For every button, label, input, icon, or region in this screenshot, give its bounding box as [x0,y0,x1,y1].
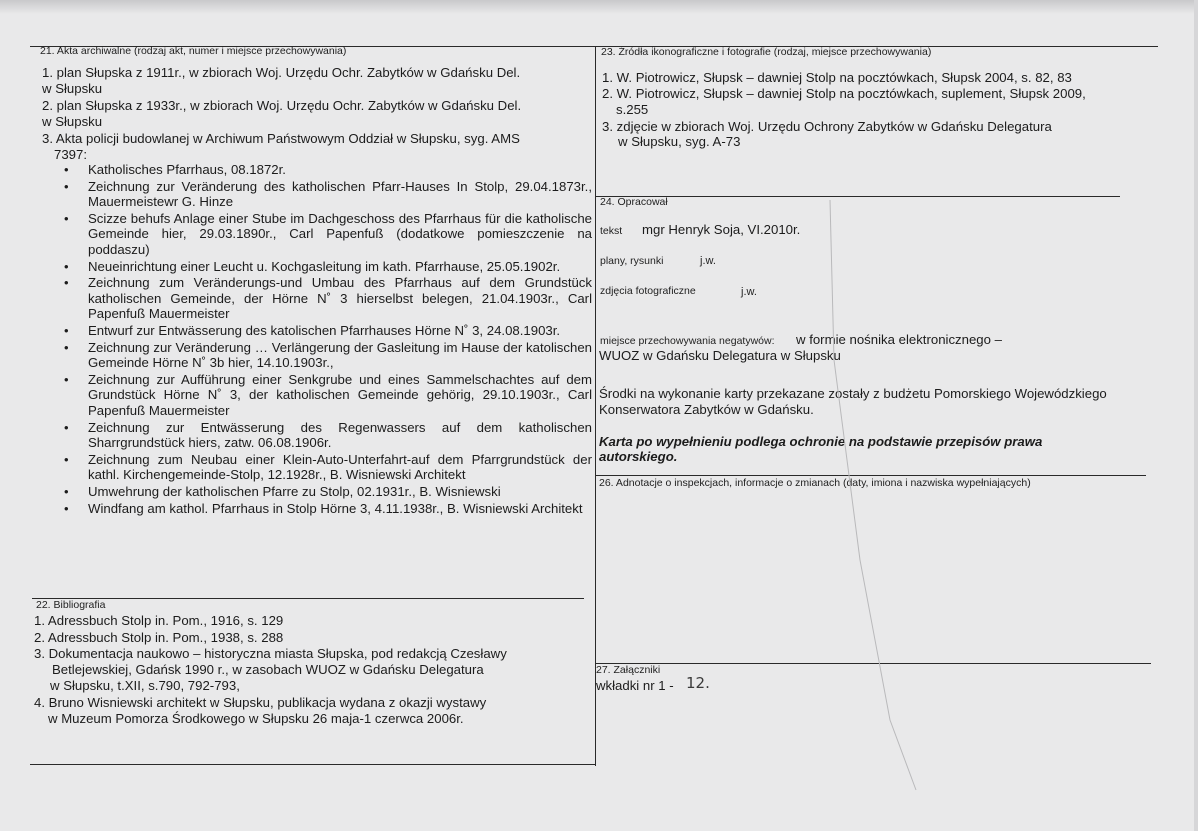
iconography-line: s.255 [616,102,649,117]
list-item: • Windfang am kathol. Pfarrhaus in Stolp Hörne 3, 4.11.1938r., B. Wisniewski Architekt [62,501,592,517]
copyright-notice: Karta po wypełnieniu podlega ochronie na podstawie przepisów prawa [599,434,1043,449]
iconography-line: w Słupsku, syg. A-73 [618,134,741,149]
list-item: • Umwehrung der katholischen Pfarre zu Stolp, 02.1931r., B. Wisniewski [62,484,592,500]
bibliography-line: w Słupsku, t.XII, s.790, 792-793, [50,678,240,693]
list-item: • Zeichnung zur Aufführung einer Senkgrube und eines Sammelschachtes auf dem Grundstück Hörne N˚ 3, der katholischen Gemeinde gehörig, 29.10.1903r., Carl Papenfuß Mauermeister [62,372,592,419]
list-item: • Zeichnung zur Veränderung des katholischen Pfarr-Hauses In Stolp, 29.04.1873r., Mauermeistewr G. Hinze [62,179,592,210]
miejsce-label: miejsce przechowywania negatywów: [600,335,775,347]
pencil-stroke [820,200,940,800]
iconography-line: 2. W. Piotrowicz, Słupsk – dawniej Stolp na pocztówkach, suplement, Słupsk 2009, [602,86,1086,101]
scan-top-shadow [0,0,1198,14]
list-item: • Entwurf zur Entwässerung des katolischen Pfarrhauses Hörne N˚ 3, 24.08.1903r. [62,323,592,339]
zdjecia-value: j.w. [741,286,757,298]
list-item: • Zeichnung zum Veränderungs-und Umbau des Pfarrhaus auf dem Grundstück katholischen Gemeinde, der Hörne N˚ 3 hierselbst belegen, 21.04.1903r., Carl Papenfuß Mauermeister [62,275,592,322]
column-divider [595,46,596,766]
attachments-value: wkładki nr 1 - [596,678,674,693]
bibliography-line: 4. Bruno Wisniewski architekt w Słupsku, publikacja wydana z okazji wystawy [34,695,487,710]
section-21-item-2: 2. plan Słupska z 1933r., w zbiorach Woj. Urzędu Ochr. Zabytków w Gdańsku Del. [42,98,522,113]
miejsce-value-2: WUOZ w Gdańsku Delegatura w Słupsku [599,348,841,363]
section-21-bullets [62,162,592,517]
section-23-bottom-rule [596,196,1120,197]
bibliography-line: 1. Adressbuch Stolp in. Pom., 1916, s. 129 [34,613,284,628]
tekst-value: mgr Henryk Soja, VI.2010r. [642,222,801,237]
section-24-header: 24. Opracował [600,196,668,208]
plany-value: j.w. [700,255,716,267]
section-21-header: 21. Akta archiwalne (rodzaj akt, numer i miejsce przechowywania) [40,45,347,57]
funding-line: Konserwatora Zabytków w Gdańsku. [599,402,814,417]
list-item: • Katholisches Pfarrhaus, 08.1872r. [62,162,592,178]
section-22-header: 22. Bibliografia [36,599,106,611]
list-item: • Scizze behufs Anlage einer Stube im Dachgeschoss des Pfarrhaus für die katholische Gemeinde hier, 29.03.1890r., Carl Papenfuß (dodatkowe pomieszczenie na poddaszu) [62,211,592,258]
section-23-header: 23. Źródła ikonograficzne i fotografie (rodzaj, miejsce przechowywania) [601,46,932,58]
section-27-header: 27. Załączniki [596,664,661,676]
funding-line: Środki na wykonanie karty przekazane zostały z budżetu Pomorskiego Wojewódzkiego [599,386,1107,401]
bibliography-line: 2. Adressbuch Stolp in. Pom., 1938, s. 288 [34,629,284,645]
list-item: • Zeichnung zur Veränderung … Verlängerung der Gasleitung im Hause der katolischen Gemeinde Hörne N˚ 3b hier, 14.10.1903r., [62,340,592,371]
bibliography-line: w Muzeum Pomorza Środkowego w Słupsku 26 maja-1 czerwca 2006r. [48,711,464,726]
section-21-item-2-cont: w Słupsku [42,113,103,129]
section-26-header: 26. Adnotacje o inspekcjach, informacje o zmianach (daty, imiona i nazwiska wypełniających) [599,477,1031,489]
section-21-item-1-cont: w Słupsku [42,80,103,96]
section-21-item-1: 1. plan Słupska z 1911r., w zbiorach Woj. Urzędu Ochr. Zabytków w Gdańsku Del. [42,65,521,80]
plany-label: plany, rysunki [600,255,664,267]
section-22-bottom-rule [30,764,595,765]
miejsce-value: w formie nośnika elektronicznego – [796,332,1002,347]
iconography-line: 3. zdjęcie w zbiorach Woj. Urzędu Ochrony Zabytków w Gdańsku Delegatura [602,119,1052,134]
scan-right-edge [1194,0,1198,831]
bibliography-line: 3. Dokumentacja naukowo – historyczna miasta Słupska, pod redakcją Czesławy [34,646,507,661]
copyright-notice: autorskiego. [599,449,678,464]
zdjecia-label: zdjęcia fotograficzne [600,285,696,297]
iconography-line: 1. W. Piotrowicz, Słupsk – dawniej Stolp na pocztówkach, Słupsk 2004, s. 82, 83 [602,70,1072,85]
section-21-item-3-cont: 7397: [54,146,88,162]
section-21-bottom-rule [32,598,584,599]
tekst-label: tekst [600,225,623,237]
list-item: • Zeichnung zur Entwässerung des Regenwassers auf dem katholischen Sharrgrundstück hiers, zatw. 06.08.1906r. [62,420,592,451]
bibliography-line: Betlejewskiej, Gdańsk 1990 r., w zasobach WUOZ w Gdańsku Delegatura [52,662,484,677]
list-item: • Neueinrichtung einer Leucht u. Kochgasleitung im kath. Pfarrhause, 25.05.1902r. [62,259,592,275]
section-21-item-3: 3. Akta policji budowlanej w Archiwum Państwowym Oddział w Słupsku, syg. AMS [42,131,520,146]
list-item: • Zeichnung zum Neubau einer Klein-Auto-Unterfahrt-auf dem Pfarrgrundstück der kathl. Kirchengemeinde-Stolp, 12.1928r., B. Wisniewski Architekt [62,452,592,483]
attachments-handwritten: 12. [686,674,710,692]
